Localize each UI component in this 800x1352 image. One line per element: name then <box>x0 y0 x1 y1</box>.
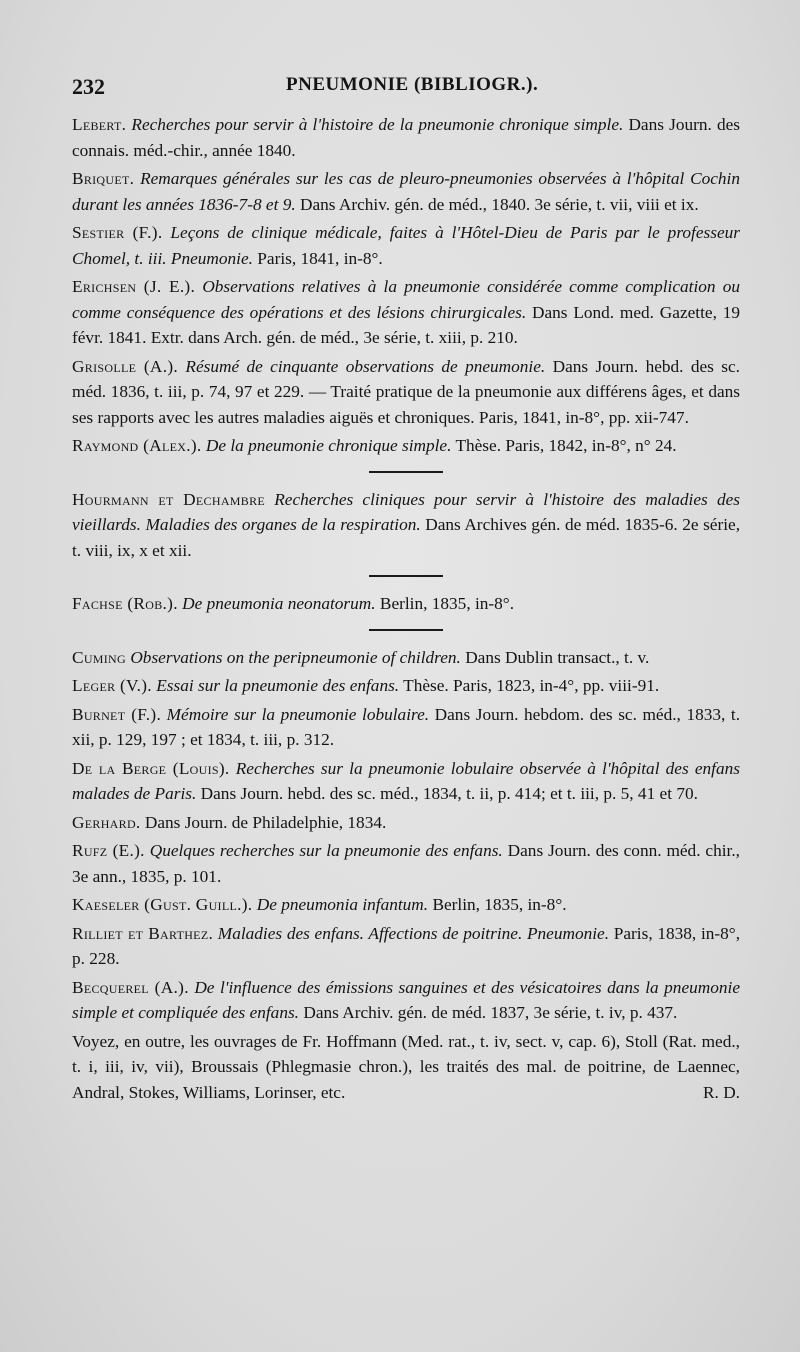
bibliography-entry <box>72 591 740 617</box>
entry-author: Kaeseler (Gust. Guill.). <box>72 895 253 914</box>
entry-author: Briquet. <box>72 169 135 188</box>
entry-title: Recherches sur la pneumonie lobulaire observée à l'hôpital des enfans malades de Paris. <box>72 758 740 803</box>
bibliography-entry <box>72 220 740 271</box>
entry-title: De pneumonia neonatorum. <box>182 594 376 613</box>
author-signature: R. D. <box>703 1082 740 1102</box>
bibliography-entry <box>72 975 740 1026</box>
bibliography-entry <box>72 274 740 351</box>
bibliography-entry <box>72 487 740 564</box>
entry-details: Dans Journ. de Philadelphie, 1834. <box>144 812 387 832</box>
entry-details: Dans Journ. hebd. des sc. méd. 1836, t. iii, p. 74, 97 et 229. — Traité pratique de la pneumonie aux différens âges, et dans ses rapports avec les autres maladies aiguës et chroniques. Paris, 1841, in-8°, pp. xii-747. <box>72 356 740 427</box>
entry-details: Dans Journ. des conn. méd. chir., 3e ann., 1835, p. 101. <box>72 841 740 886</box>
entry-details: Thèse. Paris, 1842, in-8°, n° 24. <box>455 436 677 455</box>
entry-author: Burnet (F.). <box>72 704 162 724</box>
entry-details: Dans Dublin transact., t. v. <box>465 647 650 667</box>
entry-title: De la pneumonie chronique simple. <box>205 436 452 455</box>
bibliography-entry <box>72 673 740 699</box>
entry-title: De l'influence des émissions sanguines et des vésicatoires dans la pneumonie simple et compliquée des enfans. <box>72 977 740 1022</box>
entry-title: Leçons de clinique médicale, faites à l'Hôtel-Dieu de Paris par le professeur Chomel, t. iii. Pneumonie. <box>72 223 741 268</box>
entry-details: Paris, 1838, in-8°, p. 228. <box>72 923 741 968</box>
entry-details: Berlin, 1835, in-8°. <box>379 594 515 613</box>
bibliography-group-children <box>72 645 740 1026</box>
entry-title: Observations relatives à la pneumonie considérée comme complication ou comme conséquence des opérations et des lésions chirurgicales. <box>72 277 740 322</box>
bibliography-entry <box>72 756 740 807</box>
bibliography-group-newborns <box>72 591 740 617</box>
bibliography-entry <box>72 702 740 753</box>
entry-author: Rufz (E.). <box>72 841 145 860</box>
entry-author: Erichsen (J. E.). <box>72 277 196 296</box>
bibliography-group-adults <box>72 112 740 459</box>
entry-author: Sestier (F.). <box>72 223 163 242</box>
bibliography-entry <box>72 645 740 671</box>
bibliography-entry <box>72 433 740 459</box>
bibliography-entry <box>72 112 740 163</box>
entry-author: Hourmann et Dechambre <box>72 489 266 509</box>
entry-author: Becquerel (A.). <box>72 977 189 997</box>
entry-author: Grisolle (A.). <box>72 356 179 376</box>
running-title: PNEUMONIE (BIBLIOGR.). <box>286 74 539 95</box>
bibliography-content <box>72 112 740 1105</box>
page-header <box>72 74 740 106</box>
entry-details: Dans Lond. med. Gazette, 19 févr. 1841. Extr. dans Arch. gén. de méd., 3e série, t. xiii, p. 210. <box>72 302 740 347</box>
entry-author: Fachse (Rob.). <box>72 594 178 613</box>
entry-details: Thèse. Paris, 1823, in-4°, pp. viii-91. <box>403 676 660 695</box>
entry-title: De pneumonia infantum. <box>256 895 429 914</box>
bibliography-entry <box>72 838 740 889</box>
entry-title: Quelques recherches sur la pneumonie des enfans. <box>149 841 503 860</box>
entry-title: Résumé de cinquante observations de pneumonie. <box>185 356 546 376</box>
entry-details: Dans Journ. des connais. méd.-chir., année 1840. <box>72 115 740 160</box>
entry-author: Cuming <box>72 647 126 667</box>
entry-author: De la Berge (Louis). <box>72 758 230 778</box>
entry-author: Rilliet et Barthez. <box>72 923 214 943</box>
bibliography-group-elderly <box>72 487 740 564</box>
section-divider <box>369 575 443 577</box>
entry-title: Remarques générales sur les cas de pleuro-pneumonies observées à l'hôpital Cochin durant les années 1836-7-8 et 9. <box>72 169 740 214</box>
closing-note <box>72 1029 740 1106</box>
entry-details: Dans Journ. hebd. des sc. méd., 1834, t. ii, p. 414; et t. iii, p. 5, 41 et 70. <box>200 784 698 803</box>
entry-title: Essai sur la pneumonie des enfans. <box>156 676 400 695</box>
section-divider <box>369 629 443 631</box>
entry-author: Lebert. <box>72 115 127 134</box>
bibliography-entry <box>72 810 740 836</box>
entry-title: Recherches cliniques pour servir à l'histoire des maladies des vieillards. Maladies des organes de la respiration. <box>72 489 740 534</box>
entry-details: Dans Archives gén. de méd. 1835-6. 2e série, t. viii, ix, x et xii. <box>72 515 741 560</box>
page-number: 232 <box>72 74 105 99</box>
bibliography-entry <box>72 354 740 431</box>
entry-details: Dans Journ. hebdom. des sc. méd., 1833, t. xii, p. 129, 197 ; et 1834, t. iii, p. 312. <box>72 704 741 749</box>
entry-details: Paris, 1841, in-8°. <box>257 248 383 268</box>
entry-title: Recherches pour servir à l'histoire de la pneumonie chronique simple. <box>131 115 624 134</box>
entry-details: Dans Archiv. gén. de méd. 1837, 3e série, t. iv, p. 437. <box>303 1003 678 1022</box>
entry-title: Mémoire sur la pneumonie lobulaire. <box>166 704 430 724</box>
entry-author: Gerhard. <box>72 812 141 832</box>
entry-title: Observations on the peripneumonie of children. <box>130 647 461 667</box>
bibliography-entry <box>72 166 740 217</box>
entry-title: Maladies des enfans. Affections de poitrine. Pneumonie. <box>217 923 610 943</box>
entry-author: Raymond (Alex.). <box>72 436 202 455</box>
closing-text: Voyez, en outre, les ouvrages de Fr. Hoffmann (Med. rat., t. iv, sect. v, cap. 6), Stoll (Rat. med., t. i, iii, iv, vii), Broussais (Phlegmasie chron.), les traités des mal. de poitrine, de Laennec, Andral, Stokes, Williams, Lorinser, etc. <box>72 1031 740 1102</box>
bibliography-entry <box>72 892 740 918</box>
entry-author: Leger (V.). <box>72 676 152 695</box>
section-divider <box>369 471 443 473</box>
entry-details: Dans Archiv. gén. de méd., 1840. 3e série, t. vii, viii et ix. <box>300 194 699 214</box>
entry-details: Berlin, 1835, in-8°. <box>432 895 567 914</box>
bibliography-entry <box>72 921 740 972</box>
